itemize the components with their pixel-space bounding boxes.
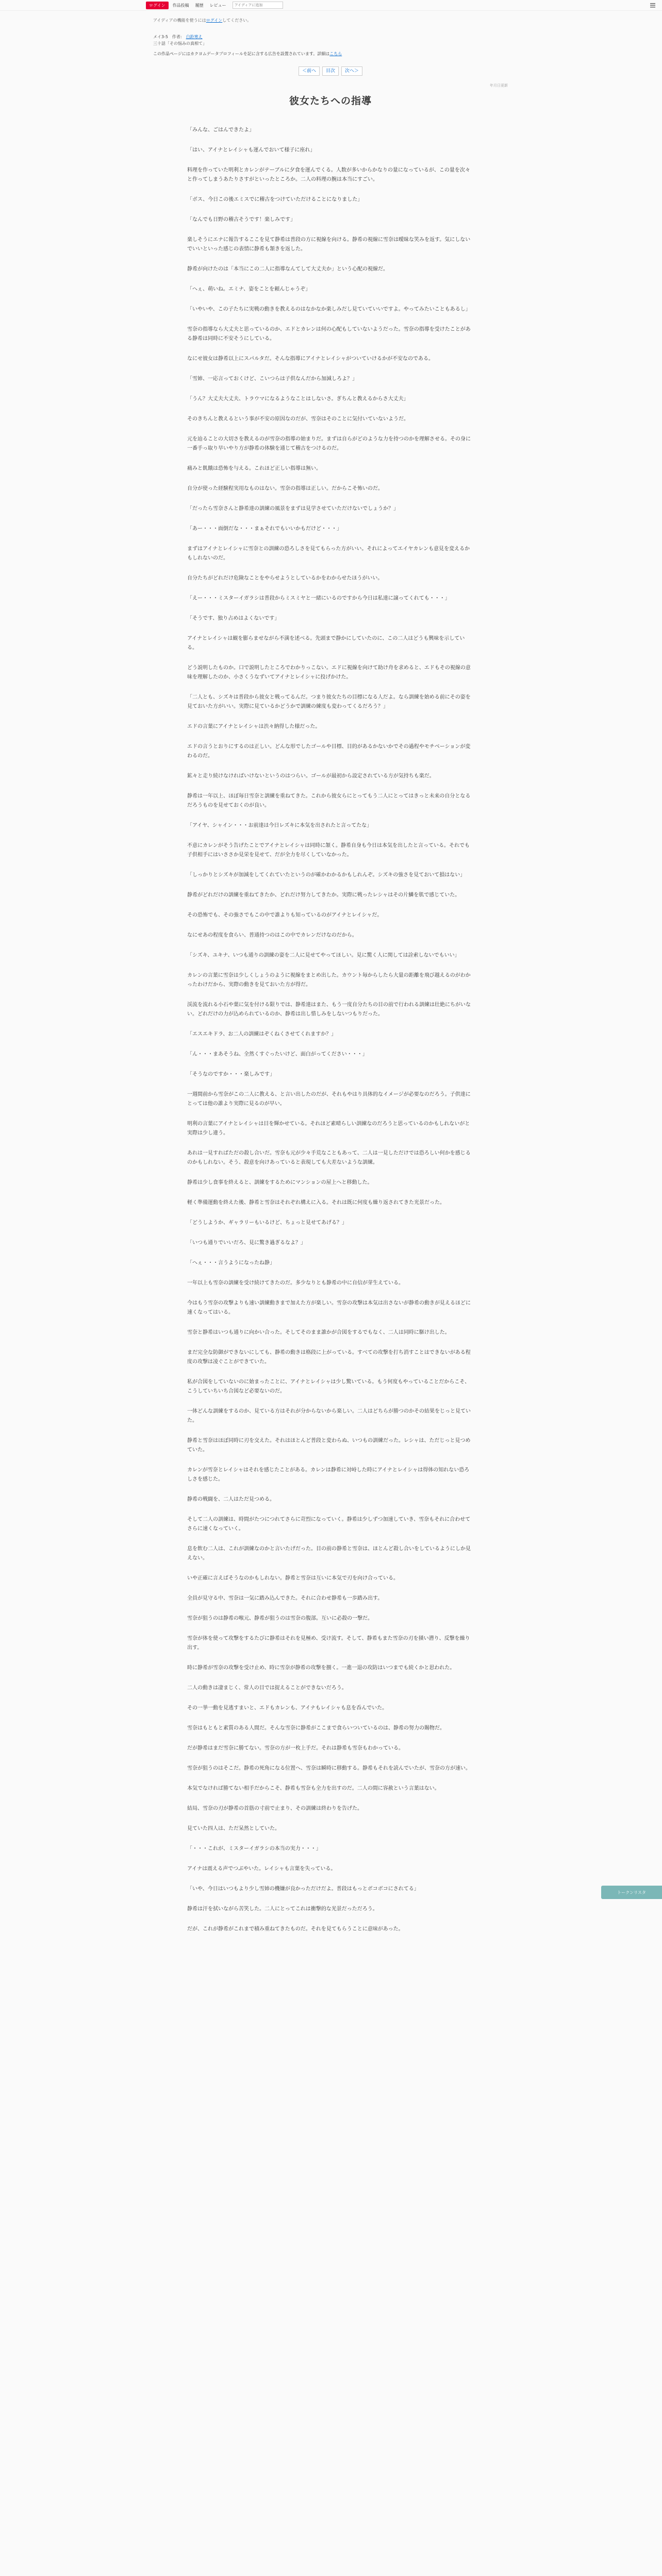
body-paragraph: 「えー・・・ミスターイガラシは普段からミスミヤと一緒にいるのですから今日は私達に譲ってくれても・・・」: [187, 596, 450, 601]
body-paragraph: 今はもう雪奈の攻撃よりも速い訓練動きまで加えた方が楽しい。雪奈の攻撃は本気は出さないが静希の動きが見えるほどに速くなってはいる。: [187, 1300, 471, 1315]
body-paragraph: 自分たちがどれだけ危険なことをやらせようとしているかをわからせたほうがいい。: [187, 575, 383, 581]
notice-suffix: してください。: [222, 18, 252, 23]
body-paragraph: 「シズキ、ユキナ、いつも通りの訓練の姿を二人に見せてやってほしい。見に驚く人に関しては詮索しないでもいい」: [187, 953, 460, 958]
body-paragraph: まずはアイナとレイシャに雪奈との訓練の恐ろしさを見てもらった方がいい。それによってエイヤカレンも意見を変えるかもしれないのだ。: [187, 546, 470, 561]
body-paragraph: 全員が見守る中、雪奈は一気に踏み込んできた。それに合わせ静希も一歩踏み出す。: [187, 1596, 383, 1601]
body-paragraph: だが静希はまだ雪奈に勝てない。雪奈の方が一枚上手だ。それは静希も雪奈もわかっている。: [187, 1745, 404, 1751]
body-paragraph: 雪奈が狙うのは静希の喉元、静希が狙うのは雪奈の腹部。互いに必殺の一撃だ。: [187, 1616, 373, 1621]
body-paragraph: 不意にカレンがそう告げたことでアイナとレイシャは同時に頷く。静希自身も今日は本気を出したと言っている。それでも子供相手にはいささか見栄を見せて、だが全力を尽くしていなかった。: [187, 843, 470, 858]
body-paragraph: エドの言葉にアイナとレイシャは渋々納得した様だった。: [187, 724, 321, 730]
body-paragraph: なにせ彼女は静希以上にスパルタだ。そんな指導にアイナとレイシャがついていけるかが不安なのである。: [187, 356, 434, 362]
top-nav: [146, 0, 283, 10]
author-label: 作者:: [172, 35, 182, 39]
body-paragraph: 「二人とも、シズキは普段から彼女と戦ってるんだ。つまり彼女たちの目標になる人だよ。なら訓練を始める前にその姿を見ておいた方がいい。実際に見ているかどうかで訓練の練度も変わってくるだろう？」: [187, 694, 471, 709]
body-paragraph: 「あー・・・面倒だな・・・まぁそれでもいいかもだけど・・・」: [187, 526, 342, 532]
body-paragraph: 静希は少し食事を終えると、訓練をするためにマンションの屋上へと移動した。: [187, 1180, 373, 1185]
body-paragraph: 雪奈が体を使って攻撃をするたびに静希はそれを見極め、受け流す。そして、静希もまた雪奈の刃を掻い潜り、反撃を繰り出す。: [187, 1636, 470, 1651]
body-paragraph: 二人の動きは凄まじく、常人の目では捉えることができないだろう。: [187, 1685, 347, 1691]
body-paragraph: いや正確に言えばそうなのかもしれない。静希と雪奈は互いに本気で刃を向け合っている。: [187, 1575, 399, 1581]
body-paragraph: 明利の言葉にアイナとレイシャは目を輝かせている。それほど素晴らしい訓練なのだろうと思っているのかもしれないがと実際は少し違う。: [187, 1121, 470, 1136]
toc-button[interactable]: 目次: [322, 66, 339, 76]
body-paragraph: 「・・・これが、ミスターイガラシの本当の実力・・・」: [187, 1846, 321, 1852]
body-paragraph: 静希は汗を拭いながら苦笑した。二人にとってこれは衝撃的な光景だっただろう。: [187, 1906, 378, 1912]
body-paragraph: 静希が向けたのは「本当にこの二人に指導なんてして大丈夫か」という心配の視線だ。: [187, 266, 388, 272]
body-paragraph: 「エスエキドラ、お二人の訓練はぞくねくさせてくれますか？」: [187, 1031, 337, 1037]
body-paragraph: 静希と雪奈はほぼ同時に刃を交えた。それはほとんど普段と変わらぬ、いつもの訓練だった。レシャは、ただじっと見つめていた。: [187, 1438, 471, 1453]
body-paragraph: 「うん？大丈夫大丈夫、トラウマになるようなことはしないさ。ぎちんと教えるからさ大丈夫」: [187, 396, 409, 402]
login-notice: [153, 18, 515, 23]
login-button[interactable]: ログイン: [146, 2, 169, 9]
body-paragraph: 「いつも通りでいいだろ、見に驚き過ぎるなよ？」: [187, 1240, 306, 1246]
body-paragraph: 鉱々と走り続けなければいけないというのはつらい。ゴールが最初から設定されている方が気持ちも楽だ。: [187, 773, 435, 779]
body-paragraph: その恐怖でも、その強さでもこの中で誰よりも知っているのがアイナとレイシャだ。: [187, 912, 383, 918]
body-paragraph: 「アイヤ、シャイン・・・お前達は今日レズキに本気を出されたと言ってたな」: [187, 823, 372, 828]
body-paragraph: アイナとレイシャは観を膨らませながら不満を述べる。先頭まで静かにしていたのに、この二人はどうも興味を示している。: [187, 636, 465, 651]
side-float-label: トークンリスタ: [617, 1890, 646, 1895]
episode-body: [187, 126, 474, 1934]
body-paragraph: 静希の戦闘を、二人はただ見つめる。: [187, 1497, 275, 1502]
prev-button[interactable]: ＜前へ: [299, 66, 320, 76]
body-paragraph: 時に静希が雪奈の攻撃を受け止め、時に雪奈が静希の攻撃を捌く。一進一退の攻防はいつまでも続くかと思われた。: [187, 1665, 455, 1671]
body-paragraph: 「ボス、今日この後エミスでに稽古をつけていただけることになりました」: [187, 197, 363, 202]
body-paragraph: 痛みと飢餓は恐怖を与える。これほど正しい指導は無い。: [187, 466, 321, 471]
ad-info-link[interactable]: こちら: [329, 52, 342, 56]
main-content: [146, 10, 515, 1945]
ad-info-text: この作品ページにはカクヨムデータプロフィールを記に含する広告を設置されています。詳細は: [153, 52, 330, 56]
body-paragraph: 「しっかりとシズキが加減をしてくれていたというのが確かわかるかもしれんぞ。シズキの強さを見ておいて損はない」: [187, 872, 466, 878]
body-paragraph: 「みんな、ごはんできたよ」: [187, 127, 254, 133]
body-paragraph: 一体どんな訓練をするのか、見ている方はそれが分からないから楽しい。二人はどちらが勝つのかその結果をじっと見ていた。: [187, 1409, 471, 1423]
body-paragraph: まだ完全な防御ができないにしても、静希の動きは格段に上がっている。すべての攻撃を打ち消すことはできないがある程度の攻撃は凌ぐことができていた。: [187, 1350, 471, 1365]
body-paragraph: 「へぇ・・・言うようになったね静」: [187, 1260, 275, 1266]
body-paragraph: そのきちんと教えるという事が不安の原因なのだが、雪奈はそのことに気付いていないようだ。: [187, 416, 409, 422]
body-paragraph: 渓流を流れる小石や葉に気を付ける限りでは、静希達はまた、もう一度自分たちの目の前で行われる訓練は壮絶にちがいない。どれだけの力が込められているのか、静希は出し惜しみをしないつもりだった。: [187, 1002, 471, 1017]
notice-prefix: アイディアの機能を使うには: [153, 18, 206, 23]
body-paragraph: その一挙一動を見逃すまいと、エドもカレンも、アイナもレイシャも息を呑んでいた。: [187, 1705, 388, 1711]
body-paragraph: 雪奈はもともと素質のある人間だ。そんな雪奈に静希がここまで食らいついているのは、静希の努力の賜物だ。: [187, 1725, 445, 1731]
body-paragraph: どう説明したものか。口で説明したところでわかりっこない。エドに視線を向けて助け舟を求めると、エドもその視線の意味を理解したのか、小さくうなずいてアイナとレイシャに投げかけた。: [187, 665, 471, 680]
body-paragraph: 一週間前から雪奈がこの二人に教える、と言い出したのだが、それもやはり具体的なイメージが必要なのだろう。子供達にとっては他の誰より実際に見るのが早い。: [187, 1092, 471, 1107]
body-paragraph: 料理を作っていた明利とカレンがテーブルに夕食を運んでくる。人数が多いからかなりの量になっているが、この量を次々と作ってしまうあたりさすがといったところか。二人の料理の腕は本当にすごい。: [187, 167, 470, 182]
meta-row: [153, 33, 515, 40]
body-paragraph: 見ていた四人は、ただ呆然としていた。: [187, 1826, 280, 1832]
body-paragraph: 「だったら雪奈さんと静希達の訓練の風景をまずは見学させていただけないでしょうか？」: [187, 506, 399, 512]
body-paragraph: 「そうなのですか・・・楽しみです」: [187, 1072, 275, 1077]
body-paragraph: 「ん・・・まあそうね、全然くすぐったいけど、面白がってください・・・」: [187, 1052, 368, 1057]
body-paragraph: だが、これが静希がこれまで積み重ねてきたものだ。それを見てもらうことに意味があった。: [187, 1926, 404, 1932]
side-float-button[interactable]: [601, 1886, 662, 1899]
body-paragraph: 元を辿ることの大切さを教えるのが雪奈の指導の始まりだ。まずは自らがどのような力を持つのかを理解させる。その身に一番手っ取り早いやり方が静希の体験を通じて稽古をつけるのだ。: [187, 436, 471, 451]
body-paragraph: 「いやいや、この子たちに実戦の動きを教えるのはなかなか楽しみだし見ていていいですよ。やってみたいこともあるし」: [187, 307, 471, 312]
work-meta: [153, 33, 515, 47]
body-paragraph: 楽しそうにエナに報告するここを見て静希は普段の方に視線を向ける。静希の視線に雪奈は曖昧な笑みを返す。気にしないでいいといった感じの表情に静希も頷きを返した。: [187, 237, 471, 252]
notice-login-link[interactable]: ログイン: [206, 18, 223, 23]
body-paragraph: 静希は一年以上、ほぼ毎日雪奈と訓練を重ねてきた。これから彼女らにとってもう二人にとってはきっと未来の自分となるだろうものを見せておくのが良い。: [187, 793, 471, 808]
nav-history[interactable]: 履歴: [195, 3, 204, 8]
body-paragraph: あれは一見すればただの殺し合いだ。雪奈も元が少々手荒なこともあって、二人は一見しただけでは恐ろしい何かを感じるのかもしれない。そう、殺意を向けあっていると表現しても大差ないような訓練。: [187, 1150, 471, 1165]
body-paragraph: 軽く準備運動を終えた後、静希と雪奈はそれぞれ構えに入る。それは既に何度も繰り返されてきた光景だった。: [187, 1200, 445, 1206]
body-paragraph: 「そうです、独り占めはよくないです」: [187, 616, 280, 621]
body-paragraph: 「いや、今日はいつもより少し雪姉の機嫌が良かっただけだよ。普段はもっとボコボコにされてる」: [187, 1886, 419, 1892]
nav-review[interactable]: レビュー: [209, 3, 226, 8]
body-paragraph: 「雪姉、一応言っておくけど、こいつらは子供なんだから加減しろよ？」: [187, 376, 357, 382]
body-paragraph: 雪奈の指導なら大丈夫と思っているのか、エドとカレンは何の心配もしていないようだった。雪奈の指導を受けたことがある静希は同時に不安そうにしている。: [187, 327, 471, 342]
nav-post[interactable]: 作品投稿: [172, 3, 189, 8]
body-paragraph: なにせあの程度を食らい、普通持つのはこの中でカレンだけなのだから。: [187, 933, 357, 938]
body-paragraph: カレンが雪奈とレイシャはそれを感じたことがある。カレンは静希に対峙した時にアイナとレイシャは得体の知れない恐ろしさを感じた。: [187, 1467, 470, 1482]
body-paragraph: 「なんでも日野の稽古そうです！楽しみです」: [187, 217, 295, 223]
pager: [146, 67, 515, 74]
chapter-title: 三十話「その悩みの真相て」: [153, 41, 207, 46]
body-paragraph: 本気でなければ勝てない相手だからこそ、静希も雪奈も全力を出すのだ。二人の間に容赦という言葉はない。: [187, 1786, 440, 1791]
body-paragraph: アイナは震える声でつぶやいた。レイシャも言葉を失っている。: [187, 1866, 336, 1872]
idea-input[interactable]: [233, 2, 283, 9]
episode-title: 彼女たちへの指導: [289, 95, 372, 107]
body-paragraph: カレンの言葉に雪奈は少しくしょうのように視線をまとめ出した。カウント毎からしたら大量の距離を飛び越えるのがわかったわけだから、実際の動きを見ておいた方が得だ。: [187, 973, 471, 988]
body-paragraph: 静希がどれだけの訓練を重ねてきたか、どれだけ努力してきたか。実際に戦ったレシャはその片鱗を肌で感じていた。: [187, 892, 460, 898]
body-paragraph: そして二人の訓練は、時間がたつにつれてさらに苛烈になっていく。静希は少しずつ加速していき、雪奈もそれに合わせてさらに速くなっていく。: [187, 1517, 471, 1532]
series-name[interactable]: メイ3-5: [153, 35, 168, 39]
next-button[interactable]: 次へ＞: [341, 66, 362, 76]
body-paragraph: 「どうしようか、ギャラリーもいるけど、ちょっと見せてあげる？」: [187, 1220, 347, 1226]
body-paragraph: 「へぇ、萌いね。エミナ、姿をことを頼んじゃうぞ」: [187, 286, 311, 292]
author-link[interactable]: 白鈴寒え: [186, 35, 203, 39]
body-paragraph: 私が合図をしていないのに始まったことに、アイナとレイシャは少し驚いている。もう何度もやっていることだからこそ、こうしていちいち合図など必要ないのだ。: [187, 1379, 470, 1394]
body-paragraph: 自分が使った経験程実用なものはない。雪奈の指導は正しい。だからこそ怖いのだ。: [187, 486, 383, 492]
update-date: 年月日更新: [490, 83, 508, 88]
body-paragraph: 雪奈と静希はいつも通りに向かい合った。そしてそのまま誰かが合図をするでもなく、二人は同時に駆け出した。: [187, 1330, 450, 1335]
body-paragraph: 一年以上も雪奈の訓練を受け続けてきたのだ。多少なりとも静希の中に自信が芽生えている。: [187, 1280, 404, 1286]
body-paragraph: 雪奈が狙うのはそこだ。静希の死角になる位置へ、雪奈は瞬時に移動する。静希もそれを読んでいたが、雪奈の方が速い。: [187, 1766, 471, 1771]
body-paragraph: 息を飲む二人は、これが訓練なのかと言いたげだった。目の前の静希と雪奈は、ほとんど殺し合いをしているようにしか見えない。: [187, 1546, 471, 1561]
body-paragraph: 「はい、アイナとレイシャも運んでおいて様子に座れ」: [187, 147, 316, 153]
body-paragraph: 結局、雪奈の刃が静希の首筋の寸前で止まり、その訓練は終わりを告げた。: [187, 1806, 362, 1811]
top-bar: [0, 0, 662, 11]
body-paragraph: エドの言うとおりにするのは正しい。どんな形でしたゴールや目標、目的があるかないかでその過程やモチベーションが変わるのだ。: [187, 744, 471, 759]
menu-icon[interactable]: [650, 2, 656, 8]
ad-info: [153, 51, 515, 57]
